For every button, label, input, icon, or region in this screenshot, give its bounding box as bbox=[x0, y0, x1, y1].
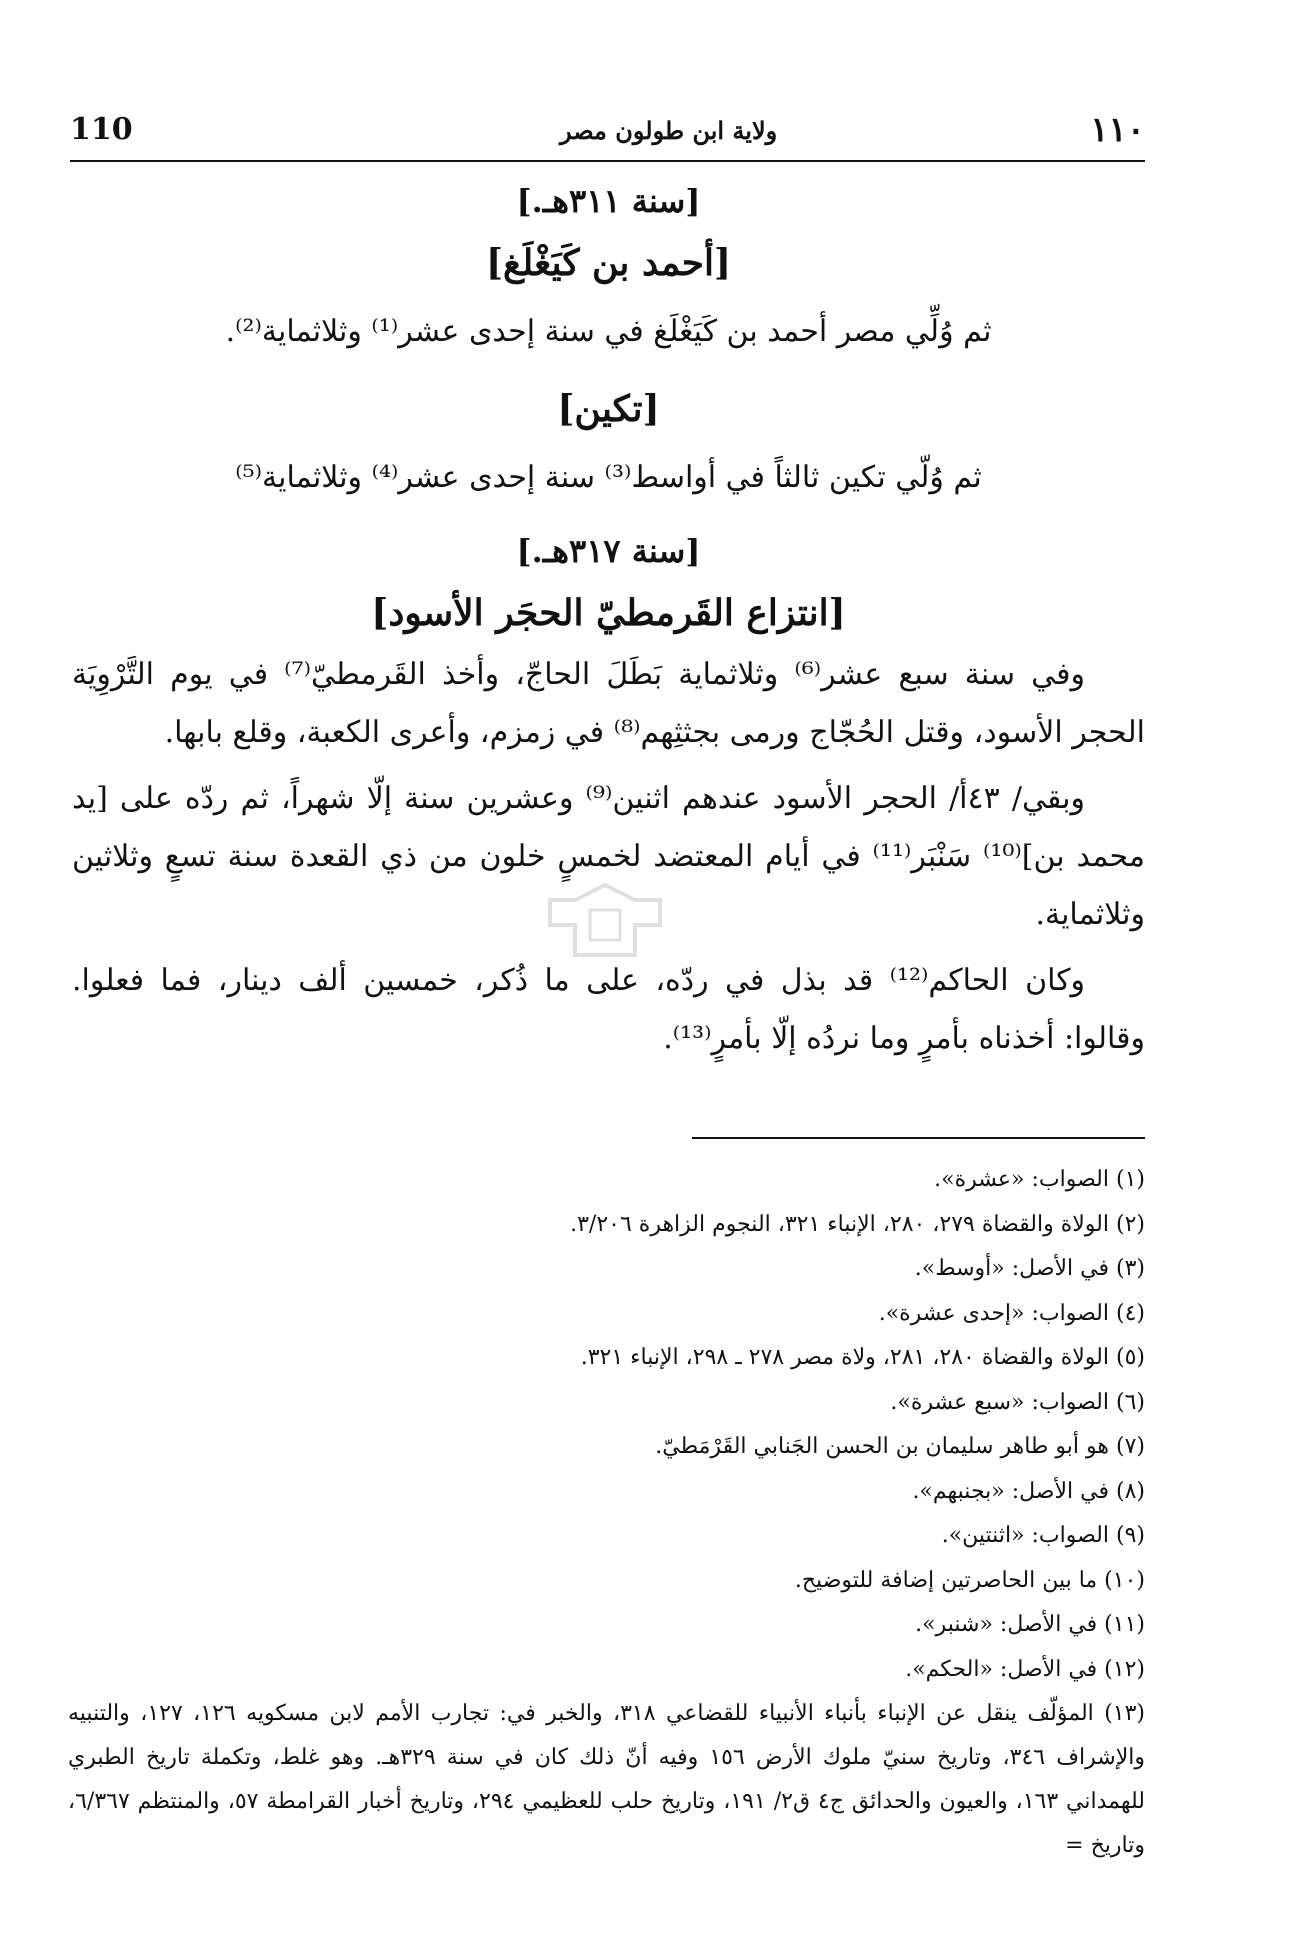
heading-takin: [تكين] bbox=[557, 388, 660, 430]
running-title: ولاية ابن طولون مصر bbox=[560, 116, 778, 145]
footnote-9: (٩) الصواب: «اثنتين». bbox=[941, 1523, 1145, 1548]
footnote-5: (٥) الولاة والقضاة ٢٨٠، ٢٨١، ولاة مصر ٢٧٨ ـ ٢٩٨، الإنباء ٣٢١. bbox=[580, 1345, 1145, 1370]
footnote-divider bbox=[692, 1137, 1145, 1139]
footnote-7: (٧) هو أبو طاهر سليمان بن الحسن الجَنابي القَرْمَطيّ. bbox=[655, 1434, 1145, 1459]
line-ahmad: ثم وُلِّي مصر أحمد بن كَيَغْلَغ في سنة إحدى عشر⁽¹⁾ وثلاثماية⁽²⁾. bbox=[225, 314, 992, 349]
footnote-10: (١٠) ما بين الحاصرتين إضافة للتوضيح. bbox=[794, 1567, 1145, 1593]
footnote-2: (٢) الولاة والقضاة ٢٧٩، ٢٨٠، الإنباء ٣٢١، النجوم الزاهرة ٣/٢٠٦. bbox=[570, 1211, 1145, 1237]
paragraph-1: وفي سنة سبع عشر⁽⁶⁾ وثلاثماية بَطَلَ الحاجّ، وأخذ القَرمطيّ⁽⁷⁾ في يوم التَّرْوِيَة الحجر الأسود، وقتل الحُجّاج ورمى بجثثِهم⁽⁸⁾ في زمزم، وأعرى الكعبة، وقلع بابها. bbox=[72, 657, 1145, 750]
footnote-8: (٨) في الأصل: «بجنبهم». bbox=[912, 1478, 1145, 1504]
year-heading-317: [سنة ٣١٧هـ.] bbox=[516, 532, 701, 570]
heading-ahmad-ibn-kayghlagh: [أحمد بن كَيَغْلَغ] bbox=[486, 242, 731, 284]
heading-qarmati-black-stone: [انتزاع القَرمطيّ الحجَر الأسود] bbox=[371, 592, 846, 634]
footnote-3: (٣) في الأصل: «أوسط». bbox=[914, 1256, 1145, 1281]
footnotes bbox=[68, 1158, 1145, 1868]
footnote-4: (٤) الصواب: «إحدى عشرة». bbox=[878, 1300, 1145, 1326]
page-number-latin: 110 bbox=[70, 112, 133, 147]
year-heading-311: [سنة ٣١١هـ.] bbox=[516, 182, 701, 220]
footnote-1: (١) الصواب: «عشرة». bbox=[934, 1167, 1145, 1192]
footnote-12: (١٢) في الأصل: «الحكم». bbox=[905, 1656, 1145, 1682]
paragraph-3: وكان الحاكم⁽¹²⁾ قد بذل في ردّه، على ما ذُكر، خمسين ألف دينار، فما فعلوا. وقالوا: أخذناه بأمرٍ وما نردُه إلّا بأمرٍ⁽¹³⁾. bbox=[72, 963, 1145, 1056]
footnote-13: (١٣) المؤلّف ينقل عن الإنباء بأنباء الأنبياء للقضاعي ٣١٨، والخبر في: تجارب الأمم لابن مسكويه ١٢٦، ١٢٧، والتنبيه والإشراف ٣٤٦، وتاريخ سنيّ ملوك الأرض ١٥٦ وفيه أنّ ذلك كان في سنة ٣٢٩هـ. وهو غلط، وتكملة تاريخ الطبري للهمداني ١٦٣، والعيون والحدائق ج٤ ق٢/ ١٩١، وتاريخ حلب للعظيمي ٢٩٤، وتاريخ أخبار القرامطة ٥٧، والمنتظم ٦/٣٦٧، وتاريخ = bbox=[68, 1701, 1145, 1858]
watermark-logo bbox=[540, 880, 670, 970]
page-header bbox=[70, 112, 1145, 162]
paragraph-2: وبقي/ ٤٣أ/ الحجر الأسود عندهم اثنين⁽⁹⁾ وعشرين سنة إلّا شهراً، ثم ردّه على [يد محمد بن]⁽¹⁰⁾ سَنْبَر⁽¹¹⁾ في أيام المعتضد لخمسٍ خلون من ذي القعدة سنة تسعٍ وثلاثين وثلاثماية. bbox=[72, 781, 1145, 932]
footnote-11: (١١) في الأصل: «شنبر». bbox=[915, 1612, 1145, 1637]
footnote-6: (٦) الصواب: «سبع عشرة». bbox=[890, 1389, 1145, 1415]
line-takin: ثم وُلّي تكين ثالثاً في أواسط⁽³⁾ سنة إحدى عشر⁽⁴⁾ وثلاثماية⁽⁵⁾ bbox=[235, 460, 982, 495]
page-number-arabic: ١١٠ bbox=[1090, 110, 1145, 150]
